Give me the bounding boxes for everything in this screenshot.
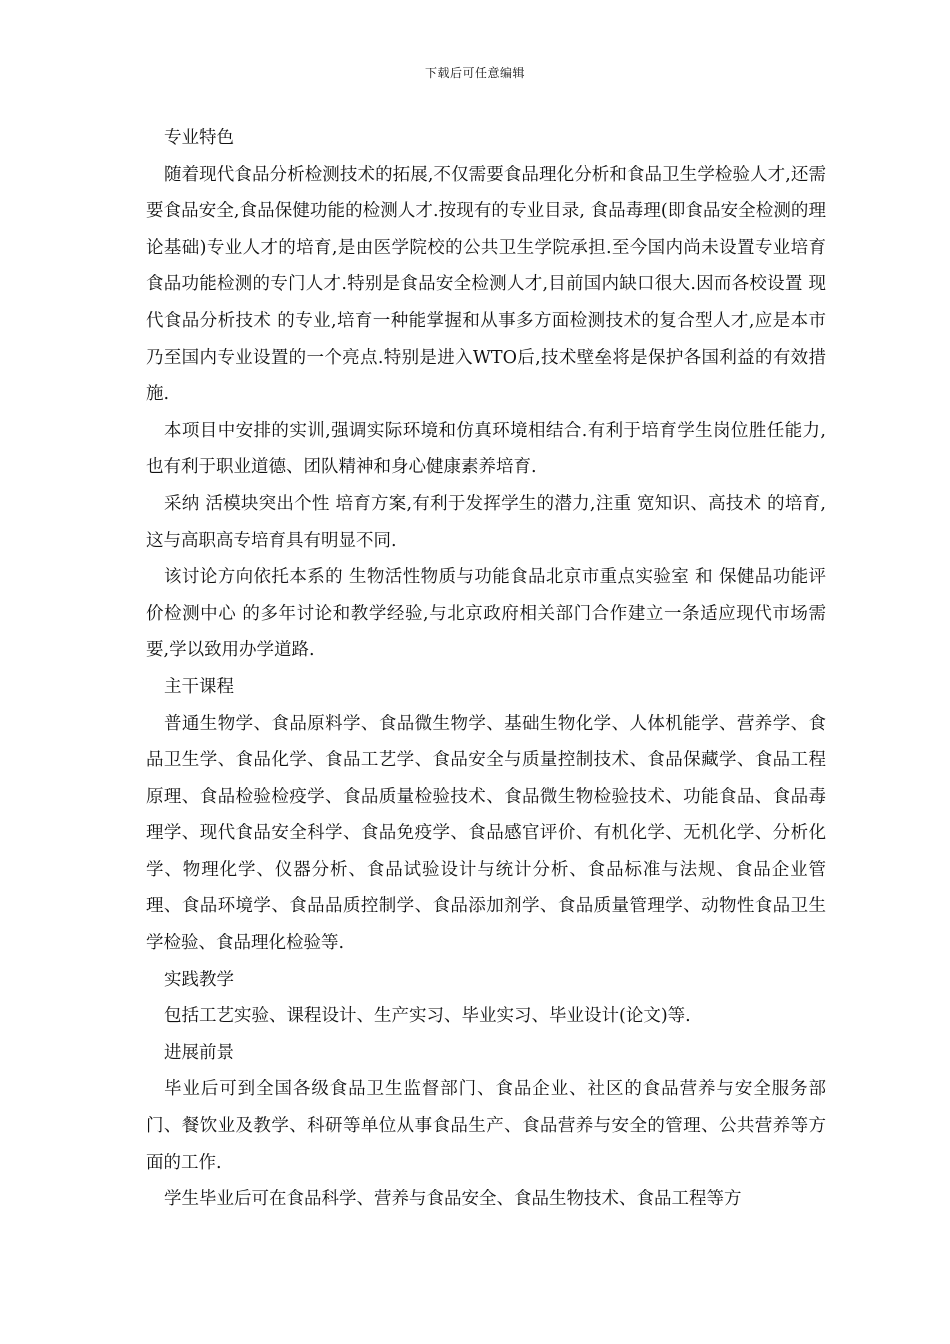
paragraph: 随着现代食品分析检测技术的拓展,不仅需要食品理化分析和食品卫生学检验人才,还需要食品安全,食品保健功能的检测人才.按现有的专业目录, 食品毒理(即食品安全检测的理论基础)专业人才的培育,是由医学院校的公共卫生学院承担.至今国内尚未设置专业培育食品功能检测的专门人才.特别是食品安全检测人才,目前国内缺口很大.因而各校设置 现代食品分析技术 的专业,培育一种能掌握和从事多方面检测技术的复合型人才,应是本市乃至国内专业设置的一个亮点.特别是进入WTO后,技术壁垒将是保护各国利益的有效措施. [146, 164, 826, 405]
document-body [146, 120, 826, 1218]
section-heading-features: 专业特色 [164, 128, 234, 148]
paragraph: 毕业后可到全国各级食品卫生监督部门、食品企业、社区的食品营养与安全服务部门、餐饮业及教学、科研等单位从事食品生产、食品营养与安全的管理、公共营养等方面的工作. [146, 1079, 826, 1173]
paragraph: 包括工艺实验、课程设计、生产实习、毕业实习、毕业设计(论文)等. [164, 1006, 691, 1027]
paragraph: 普通生物学、食品原料学、食品微生物学、基础生物化学、人体机能学、营养学、食品卫生学、食品化学、食品工艺学、食品安全与质量控制技术、食品保藏学、食品工程原理、食品检验检疫学、食品质量检验技术、食品微生物检验技术、功能食品、食品毒理学、现代食品安全科学、食品免疫学、食品感官评价、有机化学、无机化学、分析化学、物理化学、仪器分析、食品试验设计与统计分析、食品标准与法规、食品企业管理、食品环境学、食品品质控制学、食品添加剂学、食品质量管理学、动物性食品卫生学检验、食品理化检验等. [146, 713, 826, 954]
paragraph: 该讨论方向依托本系的 生物活性物质与功能食品北京市重点实验室 和 保健品功能评价检测中心 的多年讨论和教学经验,与北京政府相关部门合作建立一条适应现代市场需要,学以致用办学道路. [146, 567, 826, 661]
section-heading-core-courses: 主干课程 [164, 676, 234, 697]
page-header: 下载后可任意编辑 [424, 66, 525, 80]
paragraph: 本项目中安排的实训,强调实际环境和仿真环境相结合.有利于培育学生岗位胜任能力,也有利于职业道德、团队精神和身心健康素养培育. [146, 420, 826, 478]
section-heading-prospects: 进展前景 [164, 1042, 234, 1063]
section-heading-practice: 实践教学 [164, 969, 234, 990]
paragraph: 学生毕业后可在食品科学、营养与食品安全、食品生物技术、食品工程等方 [164, 1189, 742, 1210]
paragraph: 采纳 活模块突出个性 培育方案,有利于发挥学生的潜力,注重 宽知识、高技术 的培育,这与高职高专培育具有明显不同. [146, 493, 826, 551]
